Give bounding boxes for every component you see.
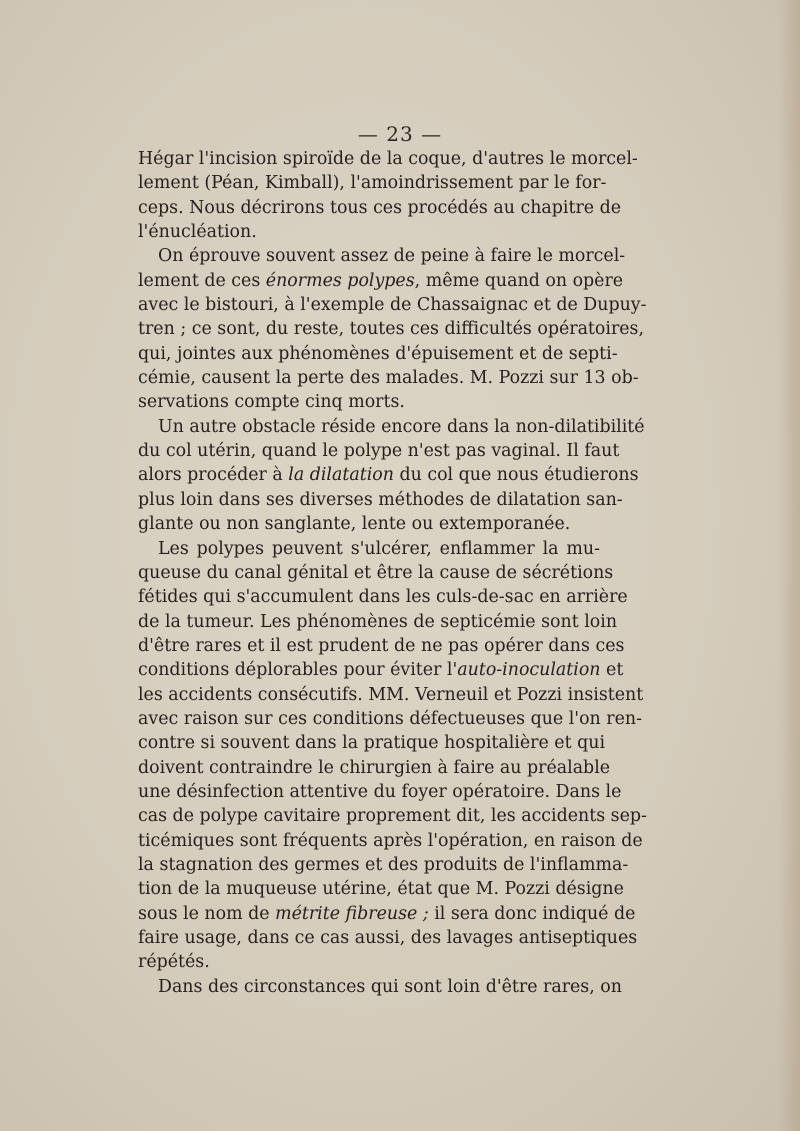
text-line: cas de polype cavitaire proprement dit, les accidents sep- [138,806,647,827]
text-segment: il sera donc indiqué de [428,903,636,924]
text-line: l'énucléation. [138,222,257,243]
text-line: doivent contraindre le chirurgien à faire au préalable [138,757,611,778]
text-line: servations compte cinq morts. [138,392,405,413]
text-line: avec raison sur ces conditions défectueuses que l'on ren- [138,708,642,729]
text-line: fétides qui s'accumulent dans les culs-de-sac en arrière [138,587,628,608]
body-text [138,147,647,999]
page-edge-shadow [778,0,800,1131]
text-line: la stagnation des germes et des produits de l'inflamma- [138,854,629,875]
text-line: ceps. Nous décrirons tous ces procédés au chapitre de [138,197,622,218]
text-segment: , même quand on opère [414,270,624,291]
text-line: plus loin dans ses diverses méthodes de dilatation san- [138,489,623,510]
italic-term: énormes polypes [265,270,415,291]
text-line: contre si souvent dans la pratique hospitalière et qui [138,733,605,754]
text-segment: sous le nom de [138,903,276,924]
text-segment: lement de ces [138,270,266,291]
text-line [138,463,639,487]
text-line: Un autre obstacle réside encore dans la non-dilatibilité [158,416,645,437]
text-line: lement (Péan, Kimball), l'amoindrissement par le for- [138,173,607,194]
text-line: tion de la muqueuse utérine, état que M. Pozzi désigne [138,879,624,900]
text-line: On éprouve souvent assez de peine à faire le morcel- [158,246,626,267]
italic-term: auto-inoculation [457,660,601,681]
italic-term: métrite fibreuse ; [275,903,429,924]
text-line [138,658,624,682]
text-line: de la tumeur. Les phénomènes de septicémie sont loin [138,611,618,632]
text-segment: et [600,660,624,681]
text-line: du col utérin, quand le polype n'est pas vaginal. Il faut [138,441,620,462]
text-line [138,269,624,293]
text-line: les accidents consécutifs. MM. Verneuil et Pozzi insistent [138,684,644,705]
text-line: Dans des circonstances qui sont loin d'être rares, on [158,976,622,997]
text-line: Les polypes peuvent s'ulcérer, enflammer la mu- [158,538,600,559]
text-line: ticémiques sont fréquents après l'opération, en raison de [138,830,643,851]
text-line: répétés. [138,952,210,973]
italic-term: la dilatation [288,465,394,486]
text-line: faire usage, dans ce cas aussi, des lavages antiseptiques [138,928,638,948]
page-number: — 23 — [357,122,443,146]
text-segment: alors procéder à [138,465,289,486]
text-line: qui, jointes aux phénomènes d'épuisement et de septi- [138,343,618,364]
text-line: cémie, causent la perte des malades. M. Pozzi sur 13 ob- [138,368,639,389]
text-line [138,902,636,926]
text-line: glante ou non sanglante, lente ou extemporanée. [138,514,571,535]
text-line: avec le bistouri, à l'exemple de Chassaignac et de Dupuy- [138,295,647,316]
text-line: tren ; ce sont, du reste, toutes ces difficultés opératoires, [138,319,645,340]
text-segment: du col que nous étudierons [393,465,639,486]
text-line: d'être rares et il est prudent de ne pas opérer dans ces [138,635,625,656]
text-line: Hégar l'incision spiroïde de la coque, d'autres le morcel- [138,149,638,169]
text-line: queuse du canal génital et être la cause de sécrétions [138,562,614,583]
text-segment: conditions déplorables pour éviter l' [138,660,458,681]
text-line: une désinfection attentive du foyer opératoire. Dans le [138,781,622,802]
